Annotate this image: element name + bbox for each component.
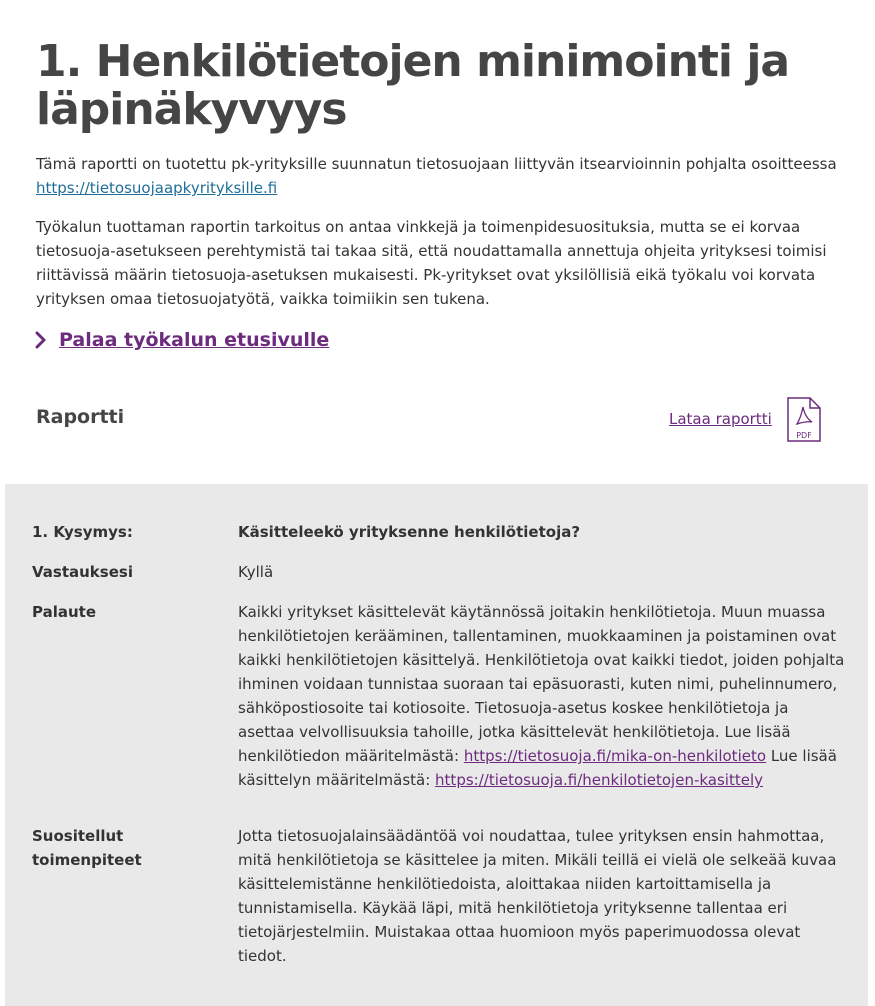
- page-title: 1. Henkilötietojen minimointi ja läpinäkyvyys: [36, 36, 790, 135]
- disclaimer-paragraph: Työkalun tuottaman raportin tarkoitus on antaa vinkkejä ja toimenpidesuosituksia, mutta se ei korvaa tietosuoja-asetukseen perehtymistä tai takaa sitä, että noudattamalla annettuja ohjeita yrityksesi toimisi riittävissä määrin tietosuoja-asetuksen mukaisesti. Pk-yritykset ovat yksilöllisiä eikä työkalu voi korvata yrityksen omaa tietosuojatyötä, vaikka toimiikin sen tukena.: [36, 218, 827, 308]
- answer-value: Kyllä: [238, 563, 274, 581]
- feedback-body: Kaikki yritykset käsittelevät käytännössä joitakin henkilötietoja. Muun muassa henkilötietojen kerääminen, tallentaminen, muokkaaminen ja poistaminen ovat kaikki henkilötietojen käsittelyä. Henkilötietoja ovat kaikki tiedot, joiden pohjalta ihminen voidaan tunnistaa suoraan tai epäsuorasti, kuten nimi, puhelinnumero, sähköpostiosoite tai kotiosoite. Tietosuoja-asetus koskee henkilötietoja ja asettaa velvollisuuksia tahoille, jotka käsittelevät henkilötietoja. Lue lisää henkilötiedon määritelmästä:: [238, 603, 845, 765]
- question-text: Käsitteleekö yrityksenne henkilötietoja?: [238, 523, 581, 541]
- tool-site-link[interactable]: https://tietosuojaapkyrityksille.fi: [36, 179, 278, 197]
- download-report-link[interactable]: Lataa raportti: [669, 410, 772, 428]
- feedback-text: [238, 600, 848, 792]
- intro-paragraph: [36, 152, 846, 200]
- back-link-label: Palaa työkalun etusivulle: [59, 329, 330, 351]
- personal-data-definition-link[interactable]: https://tietosuoja.fi/mika-on-henkilotieto: [463, 747, 767, 765]
- feedback-mid: Lue lisää käsittelyn määritelmästä:: [238, 747, 837, 789]
- recommendation-text: Jotta tietosuojalainsäädäntöä voi noudattaa, tulee yrityksen ensin hahmottaa, mitä henkilötietoja se käsittelee ja miten. Mikäli teillä ei vielä ole selkeää kuvaa käsittelemistänne henkilötiedoista, aloittakaa niiden kartoittamisella ja tunnistamisella. Käykää läpi, mitä henkilötietoja yrityksenne tallentaa eri tietojärjestelmiin. Muistakaa ottaa huomioon myös paperimuodossa olevat tiedot.: [238, 827, 837, 965]
- pdf-file-icon[interactable]: [786, 397, 822, 443]
- recommendation-label: Suositellut toimenpiteet: [32, 827, 142, 869]
- intro-text: Tämä raportti on tuotettu pk-yrityksille suunnatun tietosuojaan liittyvän itsearvioinnin pohjalta osoitteessa: [36, 155, 837, 173]
- report-heading: Raportti: [36, 406, 125, 428]
- answer-label: Vastauksesi: [32, 563, 133, 581]
- processing-definition-link[interactable]: https://tietosuoja.fi/henkilotietojen-kasittely: [435, 771, 764, 789]
- report-panel: [5, 484, 868, 1006]
- question-label: 1. Kysymys:: [32, 523, 133, 541]
- feedback-label: Palaute: [32, 603, 96, 621]
- back-to-tool-link[interactable]: [34, 328, 329, 352]
- pdf-icon-label: PDF: [796, 431, 812, 440]
- chevron-right-icon: [34, 328, 54, 352]
